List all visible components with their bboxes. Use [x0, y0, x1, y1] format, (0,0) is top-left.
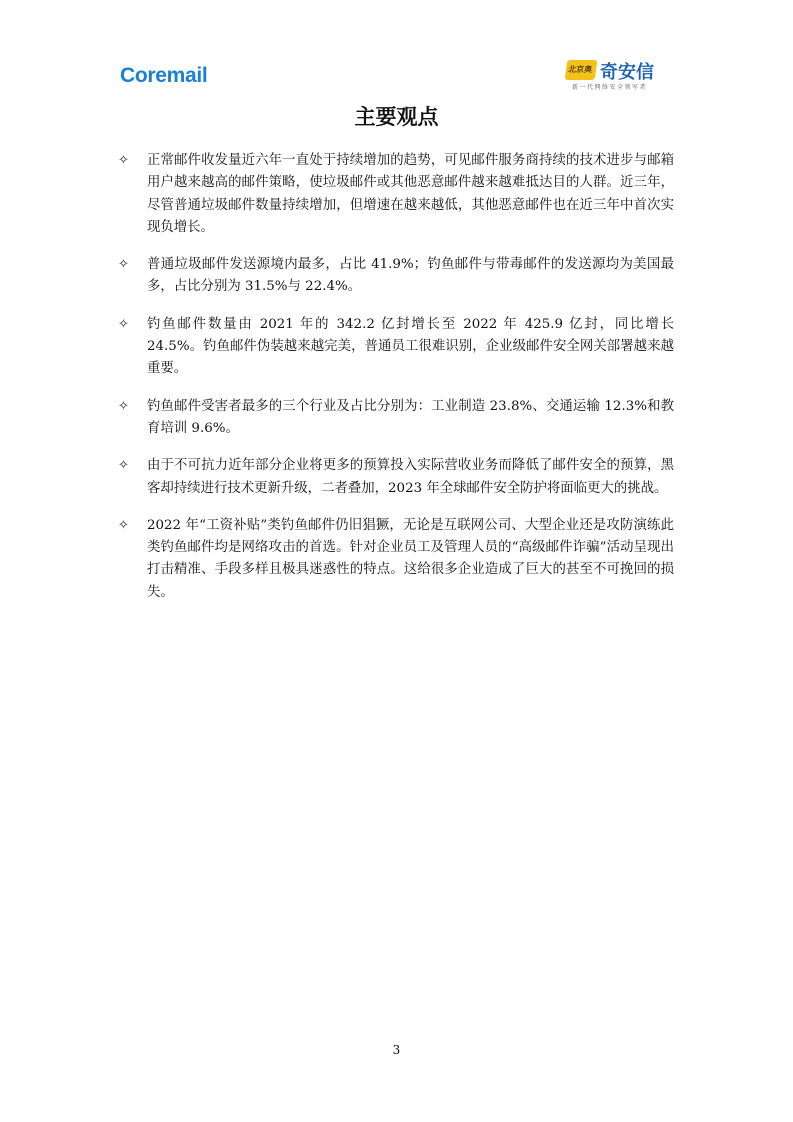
key-point-text: 2022 年“工资补贴”类钓鱼邮件仍旧猖獗，无论是互联网公司、大型企业还是攻防演练此类钓鱼邮件均是网络攻击的首选。针对企业员工及管理人员的“高级邮件诈骗”活动呈现出打击精准、手段多样且极具迷惑性的特点。这给很多企业造成了巨大的甚至不可挽回的损失。: [147, 517, 674, 600]
logo-name: 奇安信: [600, 62, 654, 83]
diamond-bullet-icon: ✧: [118, 257, 129, 273]
key-point-3: [118, 314, 674, 381]
key-point-text: 正常邮件收发量近六年一直处于持续增加的趋势，可见邮件服务商持续的技术进步与邮箱用户越来越高的邮件策略，使垃圾邮件或其他恶意邮件越来越难抵达目的人群。近三年，尽管普通垃圾邮件数量持续增加，但增速在越来越低，其他恶意邮件也在近三年中首次实现负增长。: [147, 153, 674, 235]
diamond-bullet-icon: ✧: [118, 398, 129, 414]
key-point-text: 钓鱼邮件受害者最多的三个行业及占比分别为：工业制造 23.8%、交通运输 12.3%和教育培训 9.6%。: [147, 398, 674, 436]
key-point-text: 由于不可抗力近年部分企业将更多的预算投入实际营收业务而降低了邮件安全的预算，黑客却持续进行技术更新升级，二者叠加，2023 年全球邮件安全防护将面临更大的挑战。: [147, 458, 674, 496]
diamond-bullet-icon: ✧: [118, 517, 129, 533]
qianxin-logo: [566, 58, 676, 90]
logo-badge-icon: [565, 60, 598, 80]
logo-badge-text: 北京奥: [567, 65, 593, 74]
diamond-bullet-icon: ✧: [118, 458, 129, 474]
key-point-1: [118, 150, 674, 239]
coremail-logo: Coremail: [120, 64, 208, 87]
diamond-bullet-icon: ✧: [118, 153, 129, 168]
logo-tagline: 新一代网络安全领军者: [572, 84, 648, 91]
key-point-6: [118, 515, 674, 604]
key-point-4: [118, 396, 674, 441]
key-point-text: 钓鱼邮件数量由 2021 年的 342.2 亿封增长至 2022 年 425.9 亿封，同比增长 24.5%。钓鱼邮件伪装越来越完美，普通员工很难识别，企业级邮件安全网关部署越来越重要。: [147, 316, 674, 377]
key-points-list: [118, 150, 674, 619]
key-point-text: 普通垃圾邮件发送源境内最多，占比 41.9%；钓鱼邮件与带毒邮件的发送源均为美国最多，占比分别为 31.5%与 22.4%。: [147, 257, 674, 295]
diamond-bullet-icon: ✧: [118, 316, 129, 332]
page-number: 3: [392, 1043, 401, 1057]
key-point-2: [118, 254, 674, 299]
key-point-5: [118, 455, 674, 500]
page-title: 主要观点: [354, 105, 439, 129]
